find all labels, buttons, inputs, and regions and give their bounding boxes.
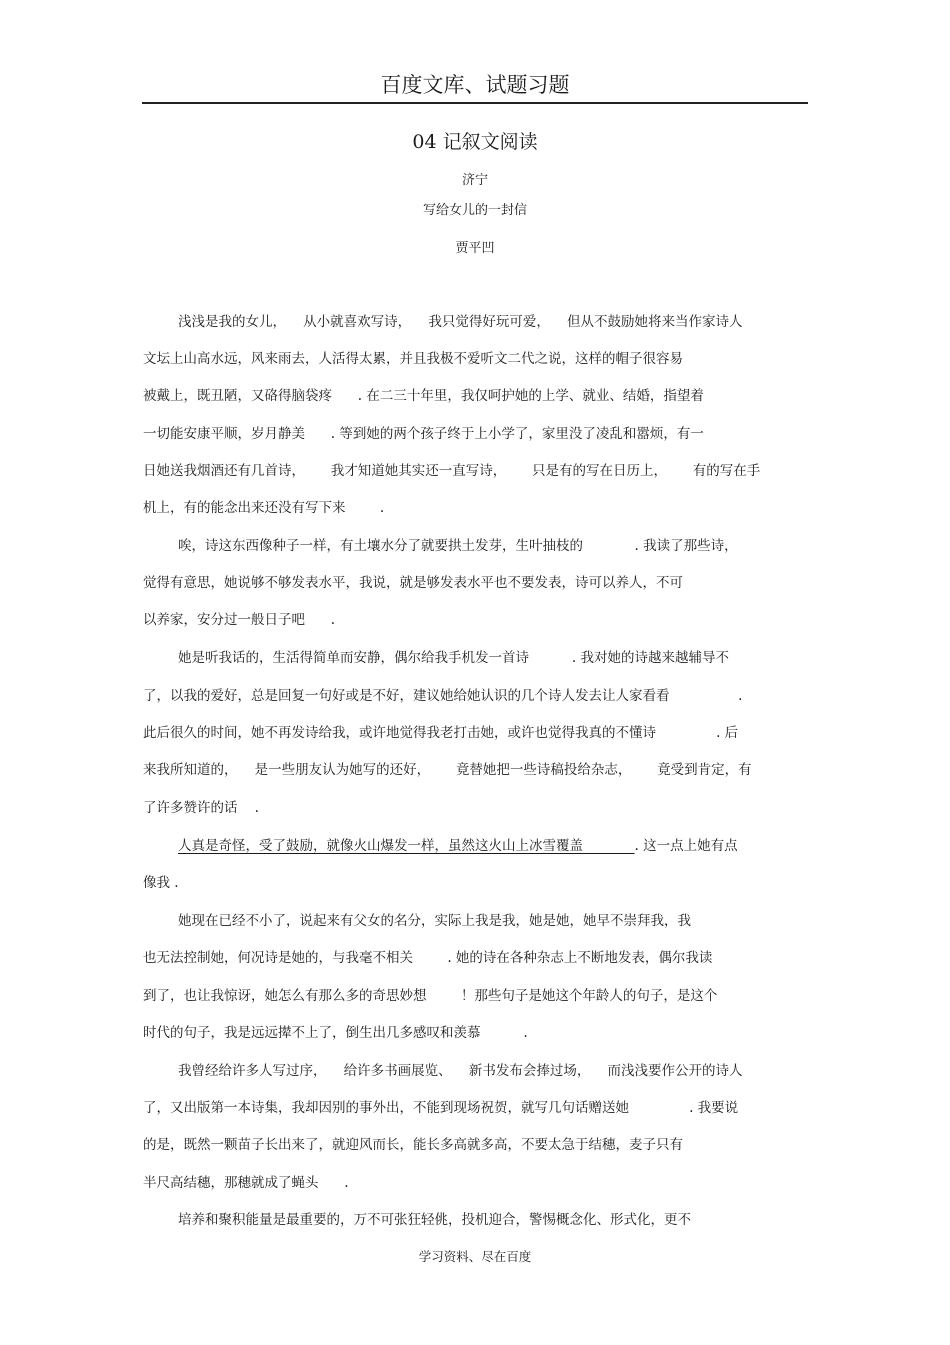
body-line: 了，又出版第一本诗集，我却因别的事外出，不能到现场祝贺，就写几句话赠送她 . 我要说 — [143, 1100, 739, 1116]
body-line: 她现在已经不小了，说起来有父女的名分，实际上我是我，她是她，她早不崇拜我，我 — [178, 913, 691, 929]
body-line: 培养和聚积能量是最重要的，万不可张狂轻佻，投机迎合，警惕概念化、形式化，更不 — [178, 1212, 691, 1228]
article-subtitle: 写给女儿的一封信 — [422, 203, 527, 218]
body-line: 到了，也让我惊讶，她怎么有那么多的奇思妙想 ！那些句子是她这个年龄人的句子，是这个 — [143, 988, 718, 1004]
page-header: 百度文库、试题习题 — [380, 73, 570, 97]
body-line: 了，以我的爱好，总是回复一句好或是不好，建议她给她认识的几个诗人发去让人家看看 . — [143, 688, 743, 704]
body-line: 一切能安康平顺，岁月静美 . 等到她的两个孩子终于上小学了，家里没了凌乱和嚣烦，有一 — [143, 426, 704, 442]
body-line: 日她送我烟酒还有几首诗， 我才知道她其实还一直写诗， 只是有的写在日历上， 有的写在手 — [143, 463, 761, 479]
body-line: 此后很久的时间，她不再发诗给我，或许地觉得我老打击她，或许也觉得我真的不懂诗 . 后 — [143, 725, 739, 741]
body-line-tail: . 这一点上她有点 — [634, 838, 738, 854]
body-line: 我曾经给许多人写过序， 给许多书画展览、 新书发布会捧过场， 而浅浅要作公开的诗人 — [178, 1063, 743, 1079]
underlined-sentence: 人真是奇怪，受了鼓励，就像火山爆发一样，虽然这火山上冰雪覆盖 — [178, 838, 635, 854]
body-line: 文坛上山高水远，风来雨去，人活得太累，并且我极不爱听文二代之说，这样的帽子很容易 — [143, 351, 683, 367]
page-footer: 学习资料、尽在百度 — [418, 1249, 532, 1264]
region-label: 济宁 — [461, 173, 488, 188]
body-line: 她是听我话的，生活得简单而安静，偶尔给我手机发一首诗 . 我对她的诗越来越辅导不 — [178, 650, 729, 666]
body-line: 唉，诗这东西像种子一样，有土壤水分了就要拱土发芽，生叶抽枝的 . 我读了那些诗， — [178, 538, 738, 554]
body-line: 被戴上，既丑陋，又硌得脑袋疼 . 在二三十年里，我仅呵护她的上学、就业、结婚，指望着 — [143, 388, 704, 404]
document-title: 04 记叙文阅读 — [412, 131, 538, 153]
body-line: 也无法控制她，何况诗是她的，与我毫不相关 . 她的诗在各种杂志上不断地发表，偶尔我读 — [143, 950, 713, 966]
body-line: 的是，既然一颗苗子长出来了，就迎风而长，能长多高就多高，不要太急于结穗，麦子只有 — [143, 1137, 683, 1153]
body-line: 像我 . — [143, 875, 179, 891]
body-line: 半尺高结穗，那穗就成了蝇头 . — [143, 1175, 349, 1191]
header-rule — [142, 102, 808, 104]
underlined-sentence-line — [178, 836, 738, 856]
body-line: 时代的句子，我是远远撵不上了，倒生出几多感叹和羡慕 . — [143, 1025, 528, 1041]
body-line: 觉得有意思，她说够不够发表水平，我说，就是够发表水平也不要发表，诗可以养人，不可 — [143, 575, 683, 591]
body-line: 以养家，安分过一般日子吧 . — [143, 612, 336, 628]
article-author: 贾平凹 — [455, 241, 495, 256]
body-line: 机上，有的能念出来还没有写下来 . — [143, 500, 385, 516]
body-line: 来我所知道的， 是一些朋友认为她写的还好， 竟替她把一些诗稿投给杂志， 竟受到肯定，有 — [143, 762, 752, 778]
body-line: 了许多赞许的话 . — [143, 800, 259, 816]
body-line: 浅浅是我的女儿， 从小就喜欢写诗， 我只觉得好玩可爱， 但从不鼓励她将来当作家诗人 — [178, 314, 743, 330]
